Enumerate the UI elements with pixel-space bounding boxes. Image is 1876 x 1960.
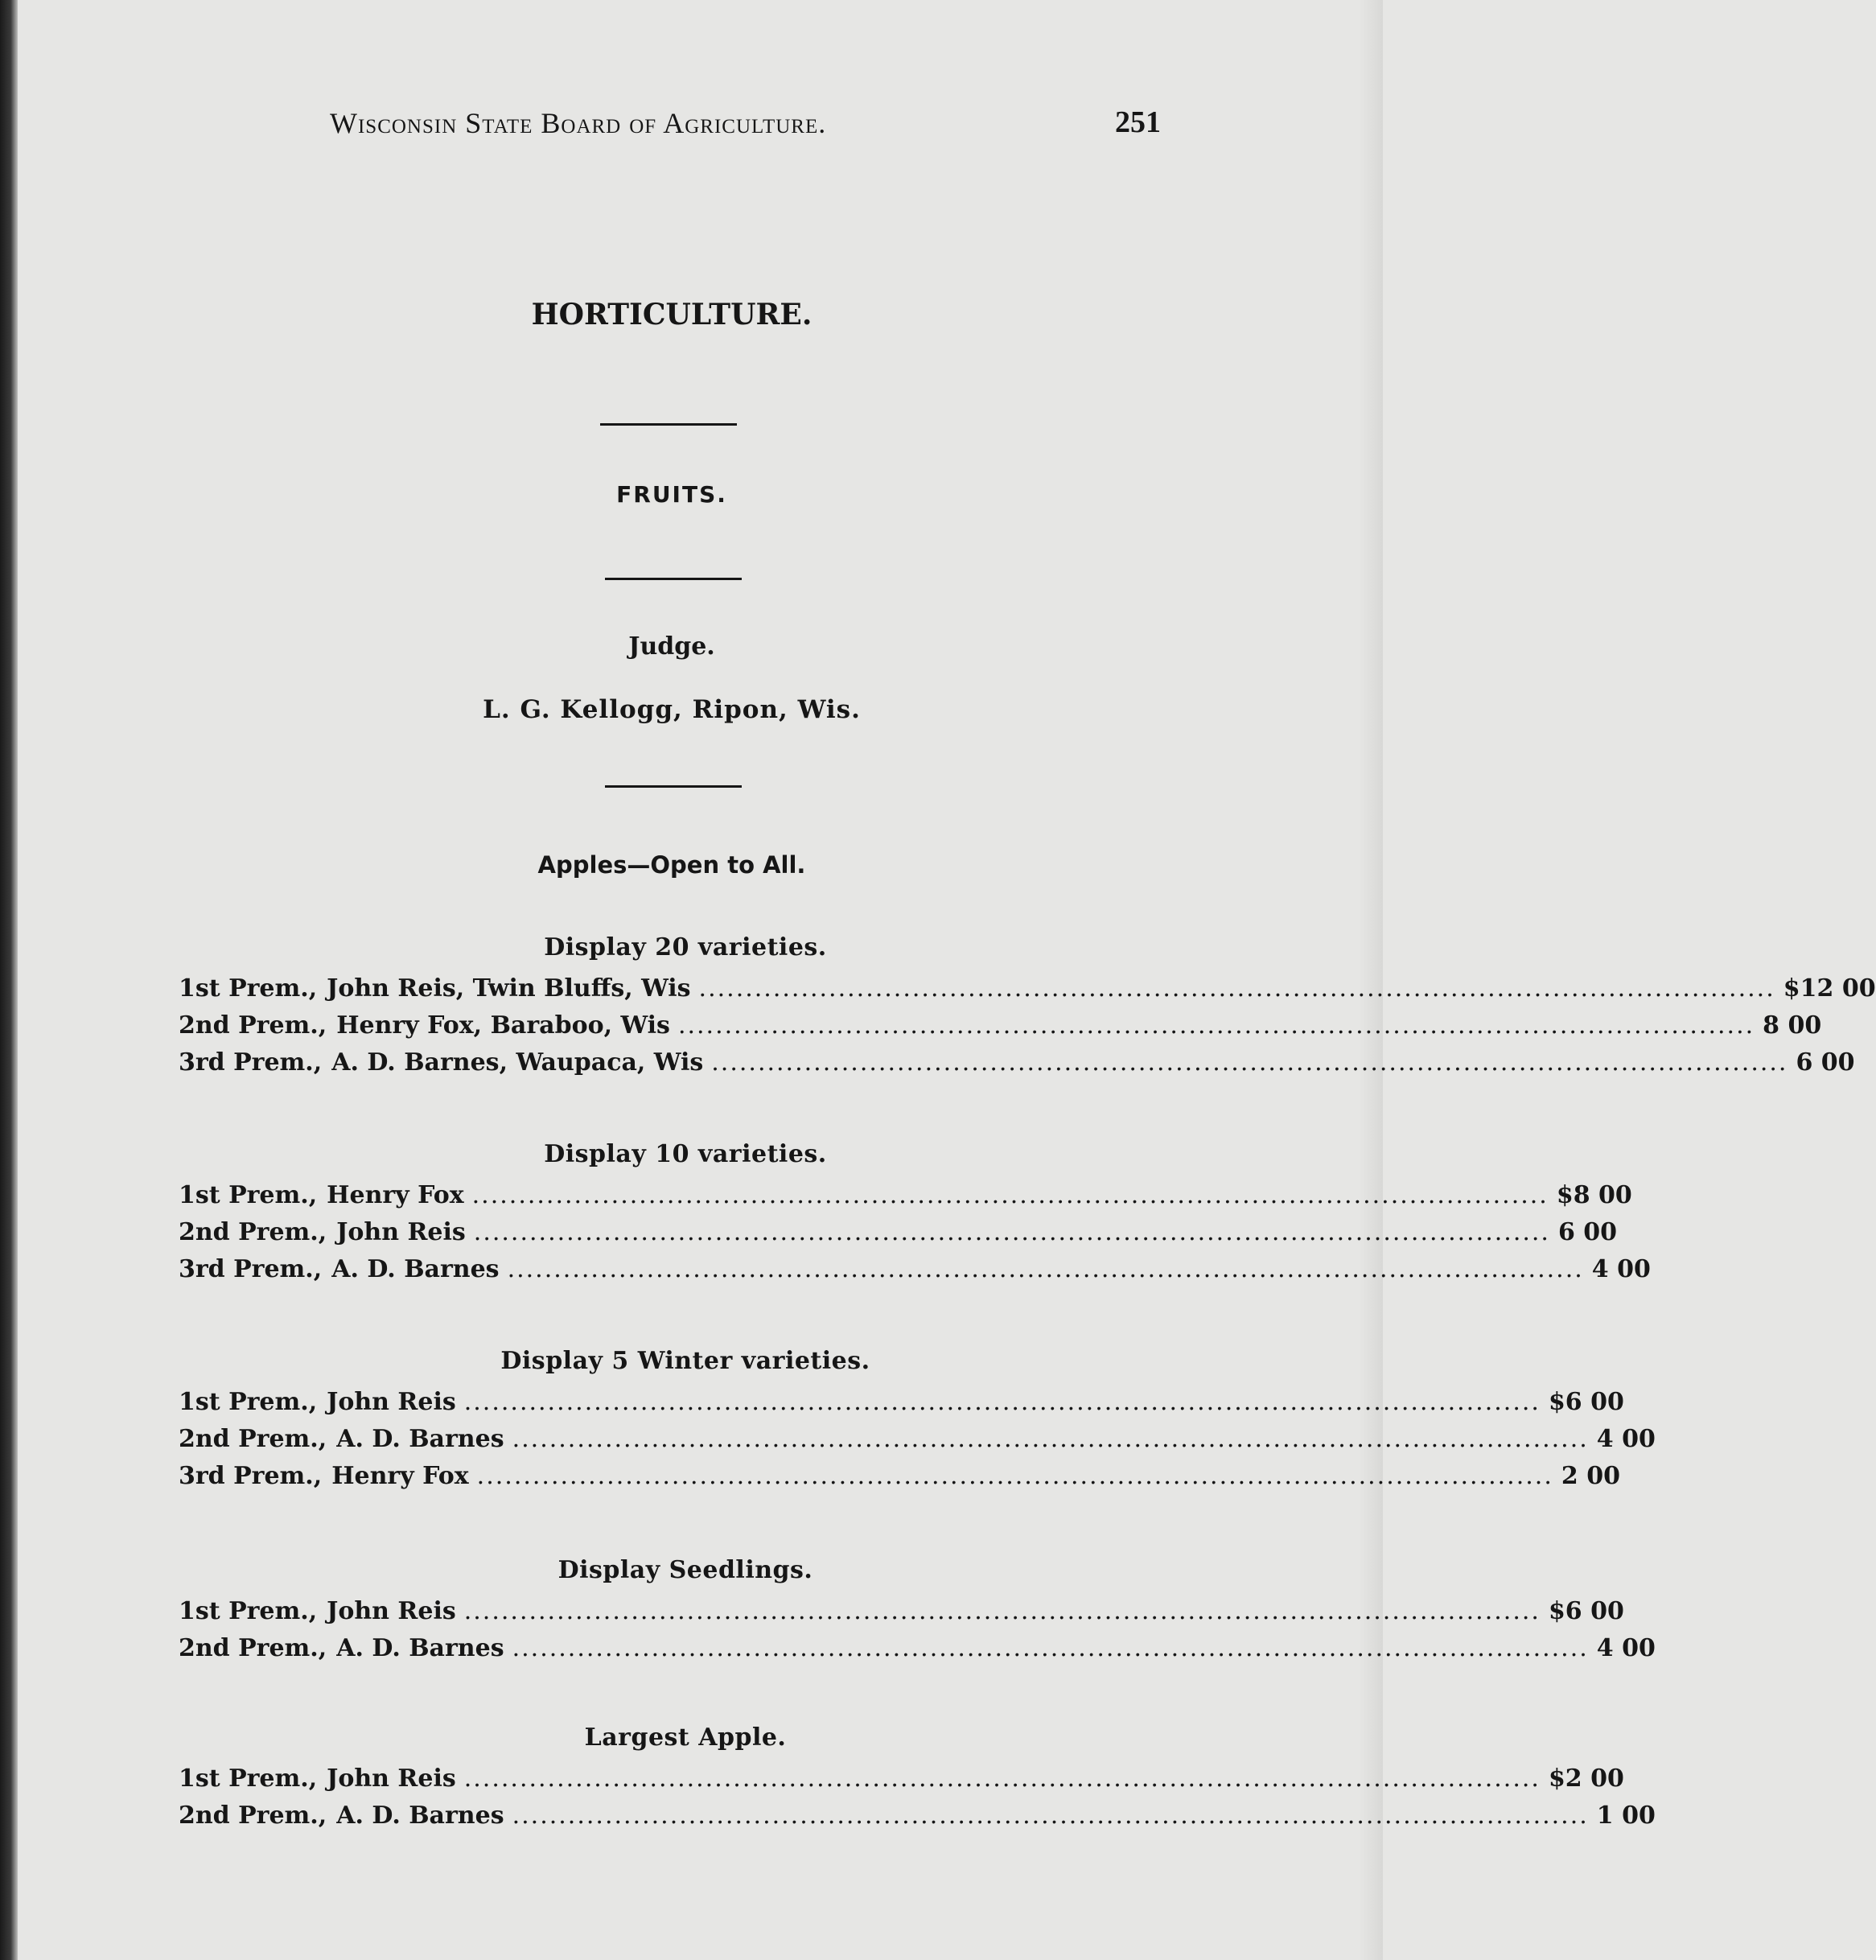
premium-place: 1st Prem., [179, 1388, 318, 1416]
section-heading: Display 10 varieties. [544, 1140, 827, 1168]
leader-dots: .................................................................................................................... [463, 1388, 1541, 1416]
running-head: Wisconsin State Board of Agriculture. [330, 107, 827, 139]
premium-entry [179, 1214, 1618, 1251]
premium-amount: 2 00 [1561, 1462, 1620, 1490]
leader-dots: .................................................................................................................... [698, 974, 1775, 1003]
premium-amount: 6 00 [1796, 1048, 1855, 1077]
premium-amount: $8 00 [1556, 1181, 1632, 1209]
leader-dots: .................................................................................................................... [471, 1181, 1549, 1209]
premium-place: 1st Prem., [179, 1764, 318, 1793]
winner-name: A. D. Barnes [336, 1425, 504, 1453]
judge-name: L. G. Kellogg, Ripon, Wis. [483, 695, 861, 724]
premium-amount: $6 00 [1548, 1597, 1624, 1625]
premium-entry [179, 1421, 1656, 1458]
premium-place: 1st Prem., [179, 974, 318, 1003]
premium-entry [179, 1797, 1656, 1834]
premium-place: 3rd Prem., [179, 1462, 323, 1490]
premium-amount: $2 00 [1548, 1764, 1624, 1793]
winner-name: John Reis [336, 1218, 466, 1246]
divider-rule [605, 785, 742, 788]
premium-entry [179, 1251, 1651, 1288]
winner-name: Henry Fox [331, 1462, 469, 1490]
divider-rule [605, 578, 742, 580]
premium-place: 2nd Prem., [179, 1801, 327, 1830]
premium-entry [179, 1384, 1624, 1421]
leader-dots: .................................................................................................................... [463, 1764, 1541, 1793]
winner-name: John Reis [327, 1764, 456, 1793]
premium-amount: 4 00 [1596, 1425, 1656, 1453]
premium-section [179, 1554, 1656, 1667]
leader-dots: .................................................................................................................... [507, 1255, 1584, 1283]
winner-name: John Reis, Twin Bluffs, Wis [327, 974, 691, 1003]
premium-section [179, 1345, 1656, 1495]
premium-amount: $6 00 [1548, 1388, 1624, 1416]
category-heading: Apples—Open to All. [537, 851, 806, 879]
premium-entry [179, 1630, 1656, 1667]
premium-entry [179, 1177, 1632, 1214]
leader-dots: .................................................................................................................... [512, 1425, 1589, 1453]
premium-section [179, 1139, 1651, 1288]
divider-rule [600, 423, 737, 426]
section-heading: Display Seedlings. [557, 1556, 813, 1584]
premium-place: 3rd Prem., [179, 1255, 323, 1283]
winner-name: John Reis [327, 1597, 456, 1625]
winner-name: A. D. Barnes, Waupaca, Wis [331, 1048, 704, 1077]
page-number: 251 [1115, 105, 1161, 139]
premium-amount: 1 00 [1596, 1801, 1656, 1830]
section-title: FRUITS. [616, 481, 727, 508]
premium-amount: 8 00 [1763, 1011, 1822, 1040]
section-heading: Largest Apple. [584, 1723, 787, 1752]
winner-name: A. D. Barnes [331, 1255, 500, 1283]
premium-section [179, 932, 1876, 1081]
winner-name: John Reis [327, 1388, 456, 1416]
premium-place: 2nd Prem., [179, 1011, 327, 1040]
page-title: HORTICULTURE. [531, 298, 813, 331]
winner-name: A. D. Barnes [336, 1801, 504, 1830]
premium-place: 1st Prem., [179, 1181, 318, 1209]
premium-entry [179, 1593, 1624, 1630]
premium-amount: 4 00 [1596, 1634, 1656, 1662]
judge-heading: Judge. [628, 632, 715, 661]
premium-place: 2nd Prem., [179, 1634, 327, 1662]
leader-dots: .................................................................................................................... [512, 1634, 1589, 1662]
leader-dots: .................................................................................................................... [476, 1462, 1553, 1490]
premium-amount: $12 00 [1783, 974, 1876, 1003]
winner-name: Henry Fox [327, 1181, 464, 1209]
section-heading: Display 20 varieties. [544, 933, 827, 961]
premium-entry [179, 1760, 1624, 1797]
premium-place: 2nd Prem., [179, 1218, 327, 1246]
leader-dots: .................................................................................................................... [677, 1011, 1755, 1040]
premium-place: 3rd Prem., [179, 1048, 323, 1077]
leader-dots: .................................................................................................................... [512, 1801, 1589, 1830]
premium-amount: 6 00 [1557, 1218, 1618, 1246]
leader-dots: .................................................................................................................... [711, 1048, 1788, 1077]
winner-name: A. D. Barnes [336, 1634, 504, 1662]
premium-entry [179, 1458, 1620, 1495]
section-heading: Display 5 Winter varieties. [500, 1347, 870, 1375]
winner-name: Henry Fox, Baraboo, Wis [336, 1011, 670, 1040]
premium-entry [179, 1044, 1855, 1081]
premium-place: 1st Prem., [179, 1597, 318, 1625]
premium-entry [179, 1007, 1822, 1044]
premium-entry [179, 970, 1876, 1007]
leader-dots: .................................................................................................................... [463, 1597, 1541, 1625]
premium-amount: 4 00 [1591, 1255, 1651, 1283]
leader-dots: .................................................................................................................... [473, 1218, 1550, 1246]
premium-place: 2nd Prem., [179, 1425, 327, 1453]
premium-section [179, 1722, 1656, 1834]
